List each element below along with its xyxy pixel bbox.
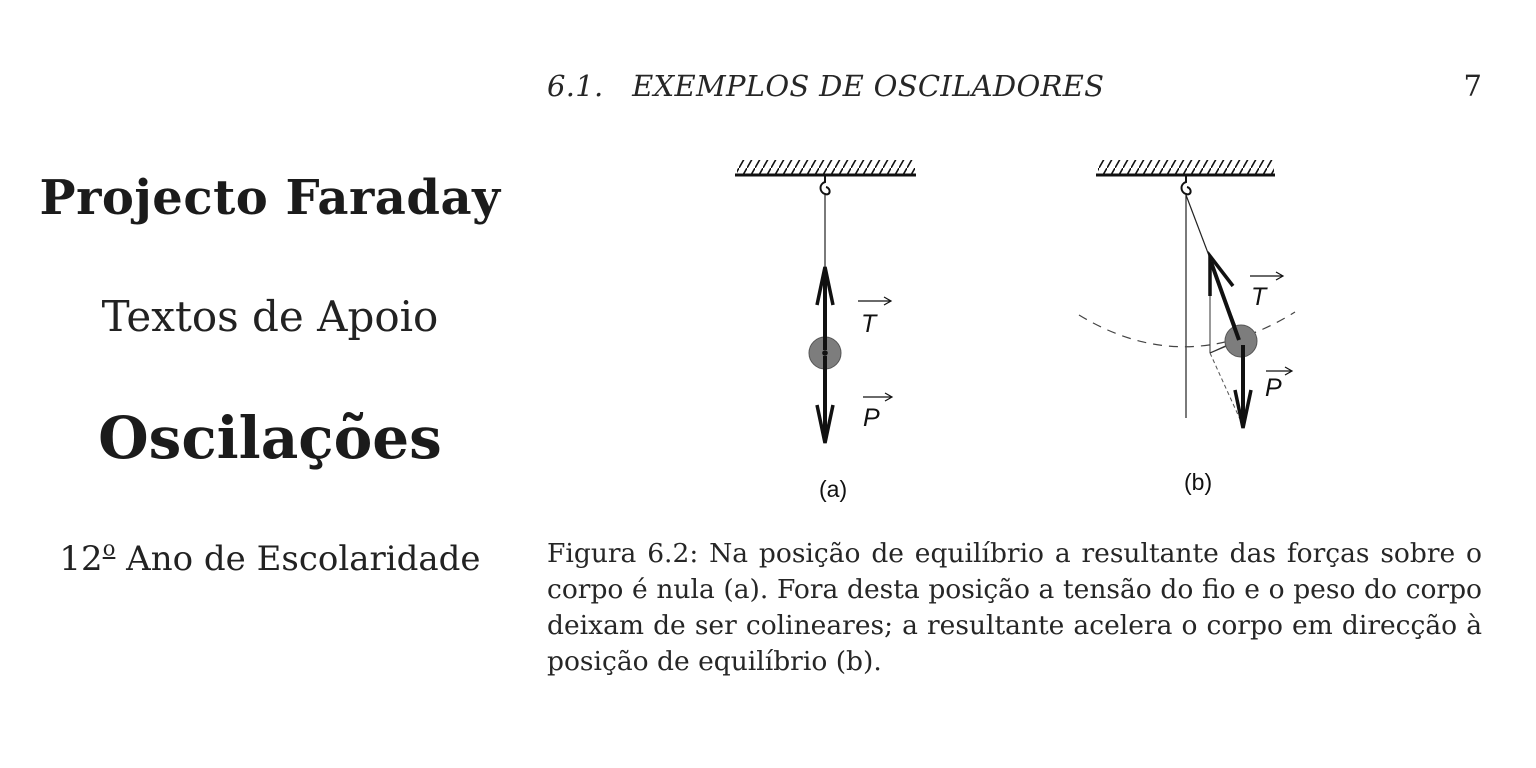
running-header — [547, 66, 1482, 106]
section-title: 6.1. EXEMPLOS DE OSCILADORES — [547, 69, 1105, 103]
ceiling-hatch-a — [737, 160, 915, 174]
figure-6-2 — [547, 140, 1482, 520]
pendulum-diagram — [547, 140, 1482, 520]
ceiling-hatch-b — [1098, 160, 1274, 174]
grade-ordinal: o — [102, 536, 116, 561]
book-grade — [0, 537, 540, 581]
swing-arc-b — [1079, 312, 1295, 347]
cover-column — [0, 0, 540, 768]
hook-a — [821, 175, 830, 194]
panel-a-drawing — [735, 160, 916, 443]
hook-b — [1182, 175, 1191, 194]
book-topic: Oscilações — [98, 404, 442, 472]
weight-label-b: P — [1265, 374, 1282, 402]
page-number: 7 — [1463, 69, 1482, 103]
panel-label-b: (b) — [1184, 469, 1213, 495]
panel-label-a: (a) — [819, 476, 848, 502]
book-title: Projecto Faraday — [39, 170, 501, 226]
tension-label-b: T — [1251, 283, 1267, 311]
grade-number: 12 — [59, 539, 103, 579]
tension-label-a: T — [861, 310, 877, 338]
book-subtitle: Textos de Apoio — [101, 292, 439, 341]
grade-text: Ano de Escolaridade — [126, 539, 481, 579]
weight-label-a: P — [863, 404, 880, 432]
figure-caption: Figura 6.2: Na posição de equilíbrio a resultante das forças sobre o corpo é nula (a). Fora desta posição a tensão do fio e o peso do corpo deixam de ser colineares; a resultante acelera o corpo em direcção à posição de equilíbrio (b). — [547, 538, 1482, 677]
